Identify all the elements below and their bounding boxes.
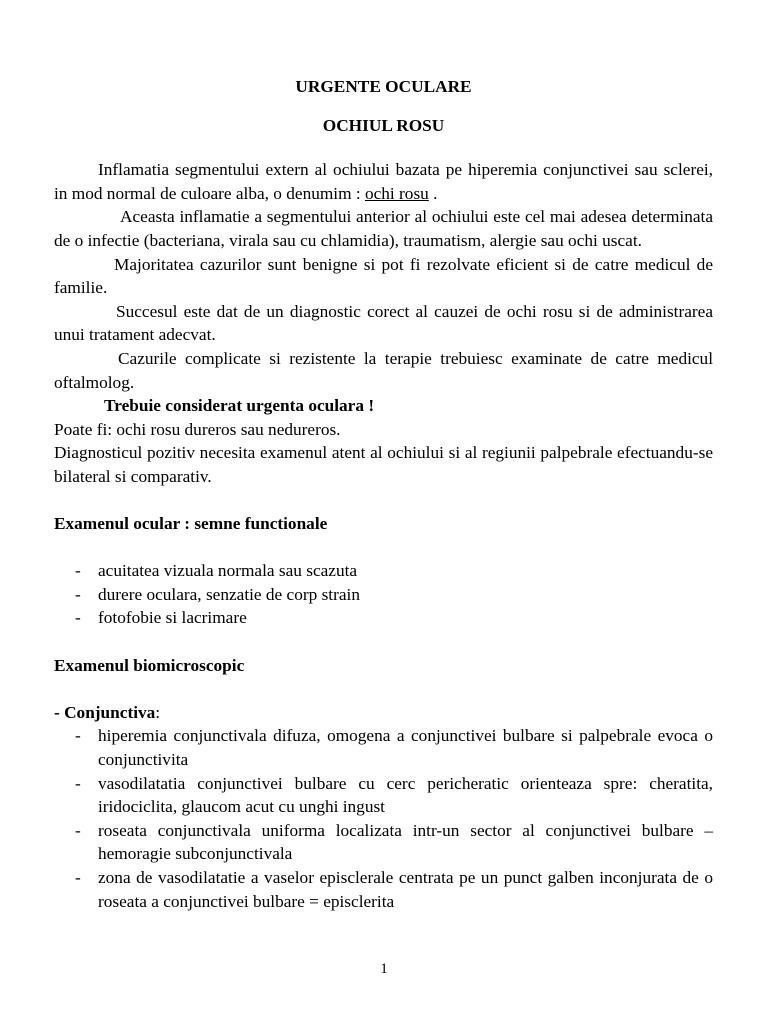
dash-bullet: - <box>75 561 81 581</box>
biomicroscopic-heading: Examenul biomicroscopic <box>54 655 245 675</box>
intro-paragraph <box>54 158 713 205</box>
list-item: - fotofobie si lacrimare <box>54 606 713 630</box>
paragraph-complicated: Cazurile complicate si rezistente la terapie trebuiesc examinate de catre medicul oftalmolog. <box>54 348 713 392</box>
diagnosis-paragraph: Diagnosticul pozitiv necesita examenul atent al ochiului si al regiunii palpebrale efectuandu-se bilateral si comparativ. <box>54 443 713 486</box>
intro-text: Inflamatia segmentului extern al ochiului bazata pe hiperemia conjunctivei sau sclerei, in mod normal de culoare alba, o denumim : <box>54 160 713 203</box>
paragraph-success: Succesul este dat de un diagnostic corect al cauzei de ochi rosu si de administrarea unui tratament adecvat. <box>54 301 713 345</box>
list-item: - zona de vasodilatatie a vaselor episclerale centrata pe un punct galben inconjurata de o roseata a conjunctivei bulbare = episclerita <box>75 868 713 911</box>
dash-bullet: - <box>75 726 81 746</box>
paragraph-causes: Aceasta inflamatie a segmentului anterior al ochiului este cel mai adesea determinata de o infectie (bacteriana, virala sau cu chlamidia), traumatism, alergie sau ochi uscat. <box>54 207 713 250</box>
dash-bullet: - <box>75 608 81 628</box>
exam-heading: Examenul ocular : semne functionale <box>54 514 328 534</box>
possible-line: Poate fi: ochi rosu dureros sau nedureros. <box>54 419 341 439</box>
page-number: 1 <box>380 961 388 977</box>
conjunctiva-heading <box>54 701 713 725</box>
conjunctiva-colon: : <box>155 702 161 722</box>
conjunctiva-label: - Conjunctiva <box>54 702 156 722</box>
dash-bullet: - <box>75 820 81 840</box>
document-title: URGENTE OCULARE <box>295 77 472 96</box>
dash-bullet: - <box>75 584 81 604</box>
dash-bullet: - <box>75 868 81 887</box>
list-item: - roseata conjunctivala uniforma localizata intr-un sector al conjunctivei bulbare – hemoragie subconjunctivala <box>75 820 713 864</box>
conjunctiva-list <box>54 724 713 913</box>
list-item: - acuitatea vizuala normala sau scazuta <box>54 559 713 583</box>
exam-list <box>54 559 713 630</box>
paragraph-benign: Majoritatea cazurilor sunt benigne si pot fi rezolvate eficient si de catre medicul de familie. <box>54 254 713 298</box>
intro-end: . <box>428 183 438 203</box>
urgent-line: Trebuie considerat urgenta oculara ! <box>104 396 375 416</box>
list-item: - durere oculara, senzatie de corp strain <box>54 583 713 607</box>
ochi-rosu-term: ochi rosu <box>364 183 429 203</box>
document-subtitle: OCHIUL ROSU <box>322 115 445 135</box>
list-item: - hiperemia conjunctivala difuza, omogena a conjunctivei bulbare si palpebrale evoca o conjunctivita <box>75 726 713 770</box>
list-item: - vasodilatatia conjunctivei bulbare cu cerc pericheratic orienteaza spre: cheratita, iridociclita, glaucom acut cu unghi ingust <box>75 773 713 817</box>
dash-bullet: - <box>75 773 81 793</box>
